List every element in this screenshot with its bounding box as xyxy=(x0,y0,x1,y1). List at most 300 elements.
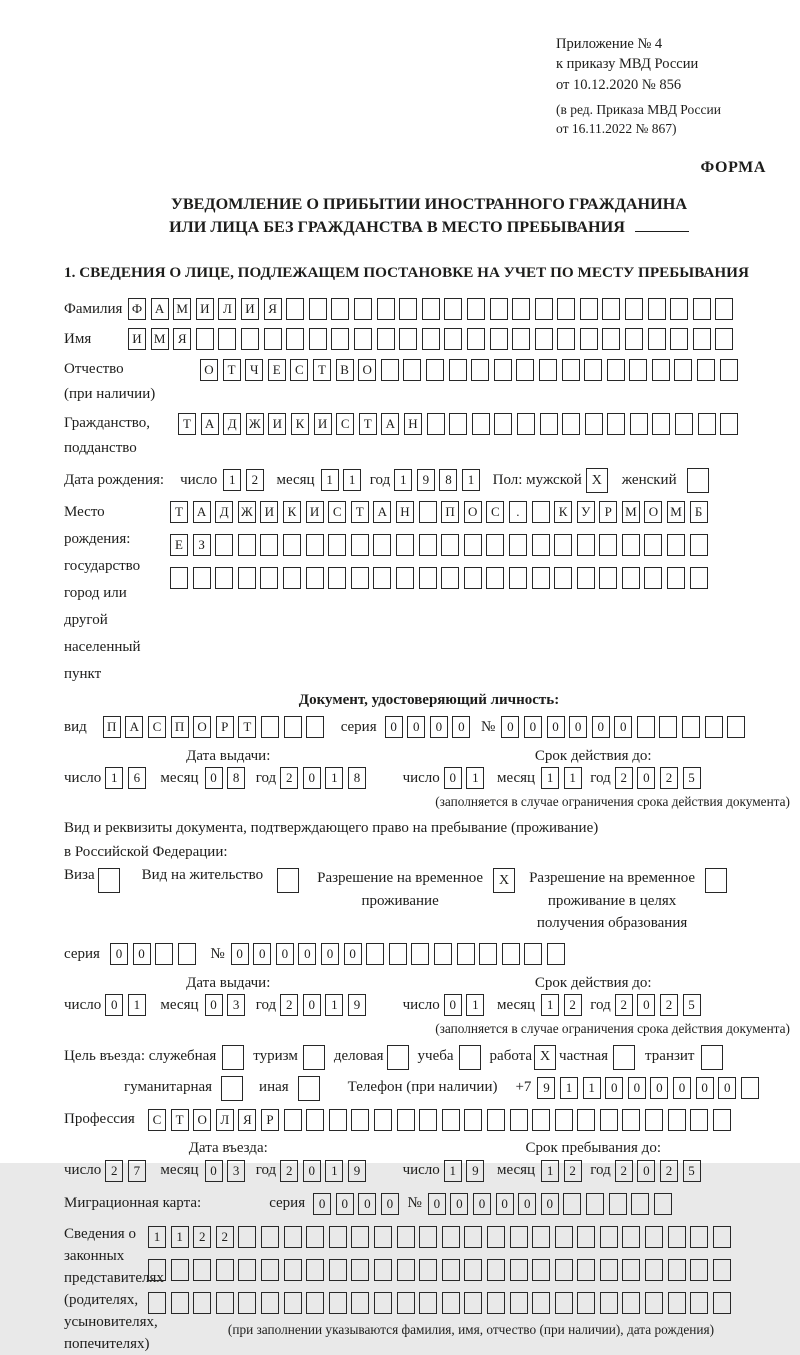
char-cell[interactable]: Я xyxy=(173,328,191,350)
char-cell[interactable] xyxy=(377,328,395,350)
char-cell[interactable]: О xyxy=(193,1109,211,1131)
char-cell[interactable]: 0 xyxy=(501,716,519,738)
char-cell[interactable]: О xyxy=(358,359,376,381)
char-cell[interactable] xyxy=(399,328,417,350)
char-cell[interactable] xyxy=(644,534,662,556)
char-cell[interactable] xyxy=(654,1193,672,1215)
char-cell[interactable] xyxy=(238,1226,256,1248)
char-cell[interactable]: 1 xyxy=(466,994,484,1016)
char-cell[interactable]: С xyxy=(486,501,504,523)
char-cell[interactable]: 0 xyxy=(628,1077,646,1099)
char-cell[interactable] xyxy=(399,298,417,320)
char-cell[interactable]: В xyxy=(336,359,354,381)
char-cell[interactable] xyxy=(554,534,572,556)
char-cell[interactable] xyxy=(607,413,625,435)
char-cell[interactable] xyxy=(713,1292,731,1314)
char-cell[interactable] xyxy=(532,1109,550,1131)
char-cell[interactable] xyxy=(659,716,677,738)
char-cell[interactable]: Л xyxy=(218,298,236,320)
char-cell[interactable] xyxy=(648,298,666,320)
char-cell[interactable]: 2 xyxy=(615,1160,633,1182)
char-cell[interactable] xyxy=(510,1292,528,1314)
char-cell[interactable] xyxy=(490,328,508,350)
char-cell[interactable] xyxy=(329,1109,347,1131)
char-cell[interactable]: 0 xyxy=(205,994,223,1016)
char-cell[interactable]: 0 xyxy=(336,1193,354,1215)
char-cell[interactable] xyxy=(467,328,485,350)
char-cell[interactable] xyxy=(487,1259,505,1281)
char-cell[interactable]: П xyxy=(103,716,121,738)
char-cell[interactable] xyxy=(486,534,504,556)
char-cell[interactable] xyxy=(374,1259,392,1281)
char-cell[interactable] xyxy=(155,943,173,965)
char-cell[interactable]: 0 xyxy=(298,943,316,965)
char-cell[interactable] xyxy=(555,1292,573,1314)
char-cell[interactable] xyxy=(645,1109,663,1131)
char-cell[interactable]: Т xyxy=(351,501,369,523)
char-cell[interactable] xyxy=(720,359,738,381)
char-cell[interactable]: Я xyxy=(238,1109,256,1131)
char-cell[interactable]: 1 xyxy=(128,994,146,1016)
char-cell[interactable]: 2 xyxy=(105,1160,123,1182)
char-cell[interactable]: 1 xyxy=(223,469,241,491)
char-cell[interactable] xyxy=(512,328,530,350)
char-cell[interactable] xyxy=(577,534,595,556)
char-cell[interactable]: 8 xyxy=(227,767,245,789)
char-cell[interactable] xyxy=(713,1259,731,1281)
char-cell[interactable]: О xyxy=(644,501,662,523)
char-cell[interactable] xyxy=(306,1292,324,1314)
char-cell[interactable]: 2 xyxy=(660,1160,678,1182)
char-cell[interactable]: 0 xyxy=(452,716,470,738)
char-cell[interactable]: Т xyxy=(171,1109,189,1131)
char-cell[interactable] xyxy=(238,534,256,556)
char-cell[interactable] xyxy=(607,359,625,381)
char-cell[interactable] xyxy=(602,298,620,320)
char-cell[interactable] xyxy=(351,1292,369,1314)
char-cell[interactable] xyxy=(426,359,444,381)
char-cell[interactable]: С xyxy=(148,1109,166,1131)
char-cell[interactable] xyxy=(238,567,256,589)
char-cell[interactable]: И xyxy=(268,413,286,435)
char-cell[interactable] xyxy=(396,534,414,556)
char-cell[interactable] xyxy=(622,1109,640,1131)
char-cell[interactable] xyxy=(479,943,497,965)
char-cell[interactable] xyxy=(389,943,407,965)
char-cell[interactable] xyxy=(580,328,598,350)
char-cell[interactable]: 0 xyxy=(673,1077,691,1099)
char-cell[interactable] xyxy=(697,359,715,381)
char-cell[interactable] xyxy=(652,359,670,381)
char-cell[interactable] xyxy=(693,298,711,320)
char-cell[interactable] xyxy=(670,328,688,350)
char-cell[interactable] xyxy=(690,567,708,589)
char-cell[interactable] xyxy=(397,1292,415,1314)
char-cell[interactable] xyxy=(487,1109,505,1131)
char-cell[interactable] xyxy=(309,298,327,320)
char-cell[interactable] xyxy=(216,1292,234,1314)
char-cell[interactable]: 0 xyxy=(541,1193,559,1215)
char-cell[interactable] xyxy=(599,534,617,556)
female-checkbox[interactable] xyxy=(687,468,709,493)
char-cell[interactable]: 2 xyxy=(280,1160,298,1182)
char-cell[interactable] xyxy=(306,1109,324,1131)
char-cell[interactable]: 0 xyxy=(547,716,565,738)
char-cell[interactable] xyxy=(667,567,685,589)
char-cell[interactable] xyxy=(600,1226,618,1248)
char-cell[interactable]: 1 xyxy=(583,1077,601,1099)
char-cell[interactable]: 1 xyxy=(444,1160,462,1182)
char-cell[interactable]: 0 xyxy=(407,716,425,738)
purpose-transit-checkbox[interactable] xyxy=(701,1045,723,1070)
char-cell[interactable]: 7 xyxy=(128,1160,146,1182)
char-cell[interactable] xyxy=(524,943,542,965)
char-cell[interactable] xyxy=(284,1226,302,1248)
char-cell[interactable]: 0 xyxy=(496,1193,514,1215)
char-cell[interactable] xyxy=(215,567,233,589)
char-cell[interactable]: 0 xyxy=(303,994,321,1016)
char-cell[interactable] xyxy=(667,534,685,556)
char-cell[interactable] xyxy=(441,567,459,589)
char-cell[interactable] xyxy=(441,534,459,556)
char-cell[interactable]: 2 xyxy=(564,994,582,1016)
char-cell[interactable]: А xyxy=(373,501,391,523)
char-cell[interactable] xyxy=(218,328,236,350)
char-cell[interactable]: 1 xyxy=(105,767,123,789)
char-cell[interactable]: . xyxy=(509,501,527,523)
char-cell[interactable] xyxy=(216,1259,234,1281)
char-cell[interactable]: 9 xyxy=(348,1160,366,1182)
char-cell[interactable] xyxy=(532,1292,550,1314)
char-cell[interactable] xyxy=(554,567,572,589)
char-cell[interactable] xyxy=(547,943,565,965)
char-cell[interactable] xyxy=(261,1259,279,1281)
char-cell[interactable] xyxy=(422,328,440,350)
char-cell[interactable] xyxy=(512,298,530,320)
char-cell[interactable]: 0 xyxy=(253,943,271,965)
char-cell[interactable]: Ф xyxy=(128,298,146,320)
char-cell[interactable] xyxy=(487,1226,505,1248)
char-cell[interactable]: О xyxy=(193,716,211,738)
char-cell[interactable] xyxy=(630,413,648,435)
char-cell[interactable]: 2 xyxy=(660,994,678,1016)
char-cell[interactable]: С xyxy=(328,501,346,523)
char-cell[interactable]: 1 xyxy=(148,1226,166,1248)
purpose-other-checkbox[interactable] xyxy=(298,1076,320,1101)
char-cell[interactable] xyxy=(261,1226,279,1248)
char-cell[interactable]: А xyxy=(381,413,399,435)
purpose-official-checkbox[interactable] xyxy=(222,1045,244,1070)
char-cell[interactable]: 1 xyxy=(325,1160,343,1182)
char-cell[interactable] xyxy=(396,567,414,589)
char-cell[interactable] xyxy=(532,534,550,556)
char-cell[interactable]: 0 xyxy=(592,716,610,738)
char-cell[interactable] xyxy=(329,1259,347,1281)
char-cell[interactable] xyxy=(331,328,349,350)
char-cell[interactable]: И xyxy=(196,298,214,320)
char-cell[interactable] xyxy=(668,1226,686,1248)
char-cell[interactable]: У xyxy=(577,501,595,523)
char-cell[interactable]: П xyxy=(171,716,189,738)
char-cell[interactable]: 0 xyxy=(444,994,462,1016)
char-cell[interactable]: 2 xyxy=(280,994,298,1016)
char-cell[interactable]: 1 xyxy=(541,767,559,789)
char-cell[interactable] xyxy=(419,567,437,589)
char-cell[interactable] xyxy=(555,1109,573,1131)
char-cell[interactable] xyxy=(502,943,520,965)
char-cell[interactable] xyxy=(675,413,693,435)
char-cell[interactable] xyxy=(645,1292,663,1314)
char-cell[interactable] xyxy=(442,1109,460,1131)
char-cell[interactable] xyxy=(622,1292,640,1314)
char-cell[interactable]: 9 xyxy=(417,469,435,491)
char-cell[interactable] xyxy=(715,298,733,320)
char-cell[interactable] xyxy=(351,567,369,589)
char-cell[interactable] xyxy=(631,1193,649,1215)
char-cell[interactable]: Ж xyxy=(246,413,264,435)
char-cell[interactable]: 0 xyxy=(358,1193,376,1215)
char-cell[interactable] xyxy=(557,298,575,320)
char-cell[interactable] xyxy=(645,1226,663,1248)
char-cell[interactable] xyxy=(490,298,508,320)
char-cell[interactable]: 0 xyxy=(444,767,462,789)
char-cell[interactable] xyxy=(351,1259,369,1281)
char-cell[interactable] xyxy=(444,328,462,350)
char-cell[interactable] xyxy=(419,1226,437,1248)
char-cell[interactable] xyxy=(648,328,666,350)
char-cell[interactable] xyxy=(532,567,550,589)
char-cell[interactable]: Ж xyxy=(238,501,256,523)
char-cell[interactable] xyxy=(600,1259,618,1281)
char-cell[interactable] xyxy=(351,1226,369,1248)
char-cell[interactable] xyxy=(464,1259,482,1281)
char-cell[interactable] xyxy=(419,1259,437,1281)
char-cell[interactable] xyxy=(600,1109,618,1131)
char-cell[interactable]: С xyxy=(148,716,166,738)
char-cell[interactable]: И xyxy=(314,413,332,435)
char-cell[interactable]: 5 xyxy=(683,1160,701,1182)
char-cell[interactable] xyxy=(510,1226,528,1248)
char-cell[interactable] xyxy=(238,1292,256,1314)
char-cell[interactable]: Е xyxy=(268,359,286,381)
char-cell[interactable] xyxy=(351,1109,369,1131)
char-cell[interactable] xyxy=(599,567,617,589)
visa-checkbox[interactable] xyxy=(98,868,120,893)
char-cell[interactable] xyxy=(261,716,279,738)
char-cell[interactable] xyxy=(381,359,399,381)
char-cell[interactable]: 2 xyxy=(615,994,633,1016)
char-cell[interactable]: И xyxy=(306,501,324,523)
char-cell[interactable]: 9 xyxy=(348,994,366,1016)
purpose-study-checkbox[interactable] xyxy=(459,1045,481,1070)
char-cell[interactable] xyxy=(464,567,482,589)
char-cell[interactable]: 8 xyxy=(348,767,366,789)
char-cell[interactable]: 0 xyxy=(303,767,321,789)
char-cell[interactable]: 0 xyxy=(276,943,294,965)
char-cell[interactable] xyxy=(600,1292,618,1314)
char-cell[interactable]: К xyxy=(283,501,301,523)
char-cell[interactable]: А xyxy=(151,298,169,320)
char-cell[interactable] xyxy=(309,328,327,350)
char-cell[interactable]: М xyxy=(151,328,169,350)
char-cell[interactable] xyxy=(286,328,304,350)
char-cell[interactable]: Я xyxy=(264,298,282,320)
char-cell[interactable] xyxy=(625,298,643,320)
char-cell[interactable]: Т xyxy=(238,716,256,738)
char-cell[interactable]: 2 xyxy=(615,767,633,789)
char-cell[interactable]: 3 xyxy=(227,1160,245,1182)
char-cell[interactable]: 1 xyxy=(462,469,480,491)
char-cell[interactable] xyxy=(516,359,534,381)
char-cell[interactable]: 0 xyxy=(605,1077,623,1099)
char-cell[interactable] xyxy=(419,534,437,556)
char-cell[interactable]: 3 xyxy=(227,994,245,1016)
char-cell[interactable] xyxy=(329,1226,347,1248)
residence-permit-checkbox[interactable] xyxy=(277,868,299,893)
char-cell[interactable] xyxy=(510,1259,528,1281)
char-cell[interactable] xyxy=(306,1226,324,1248)
char-cell[interactable] xyxy=(670,298,688,320)
char-cell[interactable]: 1 xyxy=(343,469,361,491)
char-cell[interactable]: И xyxy=(128,328,146,350)
char-cell[interactable]: Т xyxy=(170,501,188,523)
char-cell[interactable] xyxy=(577,1109,595,1131)
char-cell[interactable] xyxy=(622,534,640,556)
char-cell[interactable] xyxy=(698,413,716,435)
char-cell[interactable] xyxy=(690,1292,708,1314)
char-cell[interactable]: М xyxy=(622,501,640,523)
char-cell[interactable] xyxy=(354,328,372,350)
char-cell[interactable]: 9 xyxy=(466,1160,484,1182)
char-cell[interactable]: 2 xyxy=(660,767,678,789)
char-cell[interactable]: 1 xyxy=(394,469,412,491)
char-cell[interactable] xyxy=(374,1109,392,1131)
char-cell[interactable]: 0 xyxy=(205,1160,223,1182)
char-cell[interactable] xyxy=(532,501,550,523)
char-cell[interactable] xyxy=(419,1292,437,1314)
char-cell[interactable]: 0 xyxy=(303,1160,321,1182)
char-cell[interactable] xyxy=(306,1259,324,1281)
char-cell[interactable] xyxy=(602,328,620,350)
char-cell[interactable] xyxy=(682,716,700,738)
char-cell[interactable] xyxy=(693,328,711,350)
purpose-private-checkbox[interactable] xyxy=(613,1045,635,1070)
purpose-humanitarian-checkbox[interactable] xyxy=(221,1076,243,1101)
char-cell[interactable] xyxy=(366,943,384,965)
char-cell[interactable] xyxy=(715,328,733,350)
char-cell[interactable]: И xyxy=(260,501,278,523)
char-cell[interactable] xyxy=(442,1259,460,1281)
char-cell[interactable] xyxy=(622,567,640,589)
char-cell[interactable] xyxy=(486,567,504,589)
char-cell[interactable] xyxy=(585,413,603,435)
char-cell[interactable]: 2 xyxy=(216,1226,234,1248)
char-cell[interactable]: 0 xyxy=(637,767,655,789)
char-cell[interactable]: 0 xyxy=(430,716,448,738)
char-cell[interactable] xyxy=(713,1226,731,1248)
char-cell[interactable]: 0 xyxy=(718,1077,736,1099)
char-cell[interactable] xyxy=(261,1292,279,1314)
char-cell[interactable]: 8 xyxy=(439,469,457,491)
char-cell[interactable] xyxy=(284,1259,302,1281)
char-cell[interactable] xyxy=(471,359,489,381)
char-cell[interactable] xyxy=(377,298,395,320)
char-cell[interactable] xyxy=(645,1259,663,1281)
char-cell[interactable] xyxy=(449,413,467,435)
char-cell[interactable] xyxy=(373,567,391,589)
char-cell[interactable]: 0 xyxy=(450,1193,468,1215)
char-cell[interactable] xyxy=(467,298,485,320)
char-cell[interactable] xyxy=(494,359,512,381)
char-cell[interactable] xyxy=(328,534,346,556)
char-cell[interactable] xyxy=(283,567,301,589)
char-cell[interactable] xyxy=(306,567,324,589)
char-cell[interactable]: 5 xyxy=(683,767,701,789)
char-cell[interactable] xyxy=(532,1259,550,1281)
char-cell[interactable]: 9 xyxy=(537,1077,555,1099)
char-cell[interactable] xyxy=(260,567,278,589)
char-cell[interactable]: О xyxy=(200,359,218,381)
char-cell[interactable] xyxy=(532,1226,550,1248)
char-cell[interactable] xyxy=(668,1259,686,1281)
char-cell[interactable] xyxy=(444,298,462,320)
char-cell[interactable] xyxy=(374,1226,392,1248)
char-cell[interactable] xyxy=(609,1193,627,1215)
char-cell[interactable] xyxy=(196,328,214,350)
char-cell[interactable]: Н xyxy=(404,413,422,435)
char-cell[interactable] xyxy=(577,1292,595,1314)
char-cell[interactable]: Д xyxy=(215,501,233,523)
char-cell[interactable] xyxy=(720,413,738,435)
char-cell[interactable] xyxy=(464,1292,482,1314)
char-cell[interactable]: 0 xyxy=(569,716,587,738)
char-cell[interactable] xyxy=(193,1259,211,1281)
char-cell[interactable] xyxy=(306,716,324,738)
char-cell[interactable]: 1 xyxy=(325,767,343,789)
char-cell[interactable]: Р xyxy=(216,716,234,738)
char-cell[interactable]: 0 xyxy=(518,1193,536,1215)
char-cell[interactable] xyxy=(419,1109,437,1131)
char-cell[interactable] xyxy=(540,413,558,435)
char-cell[interactable] xyxy=(741,1077,759,1099)
char-cell[interactable] xyxy=(306,534,324,556)
char-cell[interactable]: Д xyxy=(223,413,241,435)
char-cell[interactable]: 2 xyxy=(280,767,298,789)
char-cell[interactable]: 2 xyxy=(246,469,264,491)
char-cell[interactable] xyxy=(193,567,211,589)
char-cell[interactable] xyxy=(283,534,301,556)
char-cell[interactable]: 0 xyxy=(428,1193,446,1215)
char-cell[interactable] xyxy=(625,328,643,350)
char-cell[interactable] xyxy=(472,413,490,435)
char-cell[interactable]: Т xyxy=(223,359,241,381)
char-cell[interactable] xyxy=(668,1292,686,1314)
char-cell[interactable] xyxy=(373,534,391,556)
char-cell[interactable]: К xyxy=(291,413,309,435)
char-cell[interactable]: 0 xyxy=(381,1193,399,1215)
char-cell[interactable] xyxy=(690,1259,708,1281)
char-cell[interactable] xyxy=(668,1109,686,1131)
char-cell[interactable]: А xyxy=(193,501,211,523)
char-cell[interactable] xyxy=(555,1259,573,1281)
char-cell[interactable] xyxy=(577,1259,595,1281)
char-cell[interactable] xyxy=(713,1109,731,1131)
char-cell[interactable]: 1 xyxy=(541,994,559,1016)
char-cell[interactable]: 1 xyxy=(321,469,339,491)
char-cell[interactable]: 1 xyxy=(560,1077,578,1099)
char-cell[interactable]: О xyxy=(464,501,482,523)
char-cell[interactable]: 0 xyxy=(637,1160,655,1182)
